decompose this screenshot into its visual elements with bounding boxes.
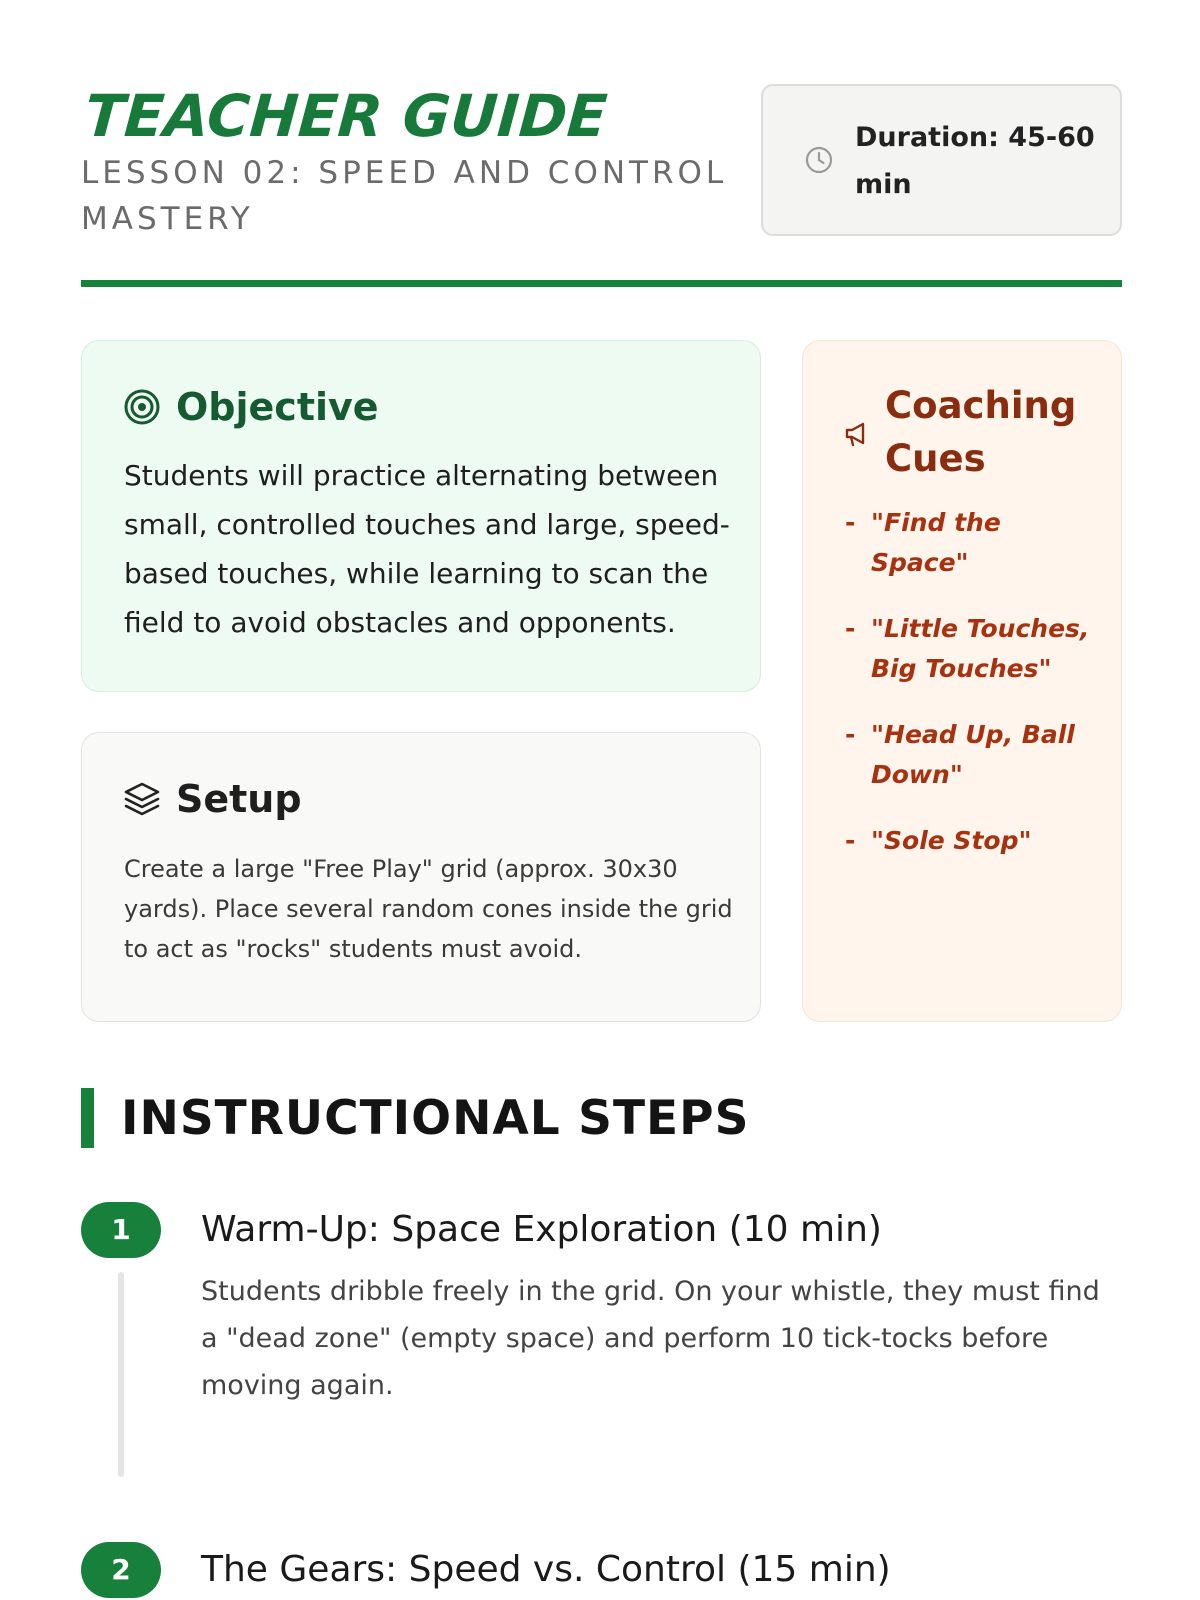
step-item [81,1202,1122,1502]
step-timeline-line [118,1272,124,1477]
instructional-steps-heading [81,1088,881,1148]
cues-list [845,503,1095,887]
megaphone-icon [843,419,873,449]
cue-item: - "Sole Stop" [845,826,1032,855]
step-item [81,1542,1122,1600]
coaching-cues-card [802,340,1122,1022]
step-text: Students dribble freely in the grid. On your whistle, they must find a "dead zone" (empty space) and perform 10 tick-tocks before moving again. [201,1276,1100,1401]
header [81,82,1122,287]
page-title: TEACHER GUIDE [82,82,610,150]
duration-card [761,84,1122,236]
cues-title: Coaching Cues [885,384,1077,480]
layers-icon [122,779,162,819]
cue-item: - "Find the Space" [845,508,1001,577]
setup-header [122,777,302,821]
objective-text: Students will practice alternating between small, controlled touches and large, speed-based touches, while learning to scan the field to avoid obstacles and opponents. [124,459,730,639]
setup-title: Setup [176,777,302,821]
step-number-badge: 2 [81,1542,161,1598]
objective-title: Objective [176,385,379,429]
lesson-subtitle: LESSON 02: SPEED AND CONTROL MASTERY [81,155,728,237]
setup-text: Create a large "Free Play" grid (approx. 30x30 yards). Place several random cones inside the grid to act as "rocks" students must avoid. [124,855,733,963]
header-divider [81,280,1122,287]
steps-heading-text: INSTRUCTIONAL STEPS [121,1091,750,1146]
setup-card [81,732,761,1022]
step-title: Warm-Up: Space Exploration (10 min) [201,1209,882,1250]
target-icon [122,387,162,427]
step-number-badge: 1 [81,1202,161,1258]
objective-header [122,385,379,429]
cue-item: - "Head Up, Ball Down" [845,720,1075,789]
teacher-guide-page [81,0,1122,1600]
duration-text: Duration: 45-60 min [855,122,1095,200]
clock-icon [803,144,835,176]
heading-accent-bar [81,1088,94,1148]
step-title: The Gears: Speed vs. Control (15 min) [201,1549,891,1590]
objective-card [81,340,761,692]
cue-item: - "Little Touches, Big Touches" [845,614,1090,683]
